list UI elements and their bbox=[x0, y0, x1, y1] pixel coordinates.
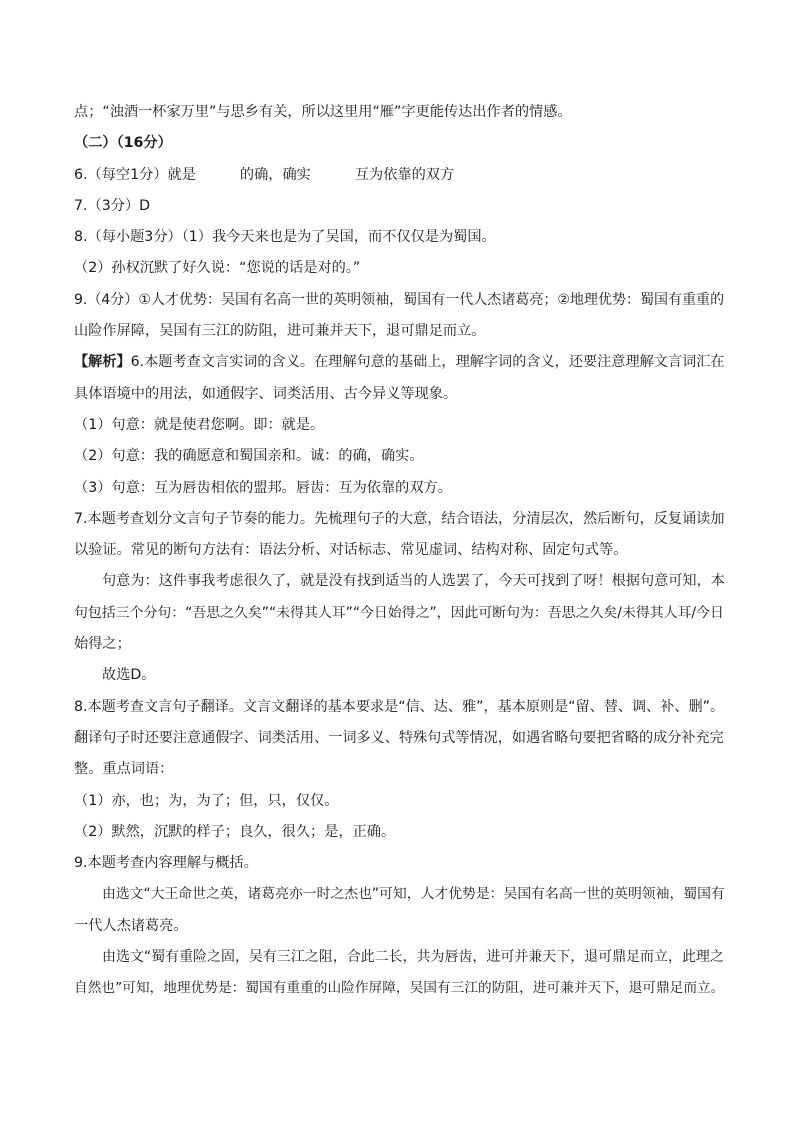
answer-6 bbox=[74, 160, 724, 191]
analysis-6 bbox=[74, 347, 724, 378]
analysis-label: 【解析】 bbox=[74, 354, 131, 371]
section-heading: （二）（16分） bbox=[74, 135, 172, 152]
text-line: 具体语境中的用法，如通假字、词类活用、古今异义等现象。 bbox=[74, 385, 458, 402]
text-line: 由选文“蜀有重险之固，吴有三江之阻，合此二长，共为唇齿，进可并兼天下，退可鼎足而立，此理之 bbox=[102, 949, 724, 966]
text-line: 翻译句子时还要注意通假字、词类活用、一词多义、特殊句式等情况，如遇省略句要把省略的成分补充完 bbox=[74, 729, 724, 746]
text-line: 句包括三个分句：“吾思之久矣”“未得其人耳”“今日始得之”，因此可断句为：吾思之久矣/未得其人耳/今日 bbox=[74, 604, 724, 621]
answer-6-part-2: 的确，确实 bbox=[239, 166, 311, 183]
analysis-9: 9.本题考查内容理解与概括。 bbox=[74, 855, 258, 872]
text-line: 自然也”可知，地理优势是：蜀国有重重的山险作屏障，吴国有三江的防阻，进可兼并天下，退可鼎足而立。 bbox=[74, 980, 725, 997]
text-line: 由选文“大王命世之英，诸葛亮亦一时之杰也”可知，人才优势是：吴国有名高一世的英明领袖，蜀国有 bbox=[102, 886, 725, 903]
analysis-7: 7.本题考查划分文言句子节奏的能力。先梳理句子的大意，结合语法，分清层次，然后断句，反复诵读加 bbox=[74, 510, 725, 527]
answer-9-cont: 山险作屏障，吴国有三江的防阻，进可兼并天下，退可鼎足而立。 bbox=[74, 323, 486, 340]
answer-8-2: （2）孙权沉默了好久说：“您说的话是对的。” bbox=[74, 260, 361, 277]
text-line: （2）默然，沉默的样子；良久，很久；是，正确。 bbox=[74, 823, 396, 840]
answer-7: 7.（3分）D bbox=[74, 197, 151, 214]
answer-body bbox=[74, 97, 724, 1005]
text-line: 整。重点词语： bbox=[74, 761, 174, 778]
text-line: 句意为：这件事我考虑很久了，就是没有找到适当的人选罢了，今天可找到了呀！根据句意可知，本 bbox=[102, 573, 725, 590]
text-line: （1）句意：就是使君您啊。即：就是。 bbox=[74, 416, 325, 433]
analysis-8: 8.本题考查文言句子翻译。文言文翻译的基本要求是“信、达、雅”，基本原则是“留、替、调、补、删”。 bbox=[74, 698, 725, 715]
text-line: （3）句意：互为唇齿相依的盟邦。唇齿：互为依靠的双方。 bbox=[74, 479, 452, 496]
text-line: 以验证。常见的断句方法有：语法分析、对话标志、常见虚词、结构对称、固定句式等。 bbox=[74, 542, 628, 559]
answer-9: 9.（4分）①人才优势：吴国有名高一世的英明领袖，蜀国有一代人杰诸葛亮；②地理优势：蜀国有重重的 bbox=[74, 291, 725, 308]
text-line: （1）亦，也；为，为了；但，只，仅仅。 bbox=[74, 792, 339, 809]
analysis-6-text: 6.本题考查文言实词的含义。在理解句意的基础上，理解字词的含义，还要注意理解文言词汇在 bbox=[130, 354, 725, 371]
text-line: 始得之； bbox=[74, 636, 131, 653]
text-line: 点；“浊酒一杯家万里”与思乡有关，所以这里用“雁”字更能传达出作者的情感。 bbox=[74, 104, 572, 120]
answer-8-1: 8.（每小题3分）（1）我今天来也是为了吴国，而不仅仅是为蜀国。 bbox=[74, 229, 496, 246]
text-line: （2）句意：我的确愿意和蜀国亲和。诚：的确，确实。 bbox=[74, 448, 424, 465]
text-line: 故选D。 bbox=[102, 667, 156, 684]
answer-6-part-1: 6.（每空1分）就是 bbox=[74, 166, 196, 183]
answer-6-part-3: 互为依靠的双方 bbox=[354, 166, 455, 183]
text-line: 一代人杰诸葛亮。 bbox=[74, 917, 188, 934]
